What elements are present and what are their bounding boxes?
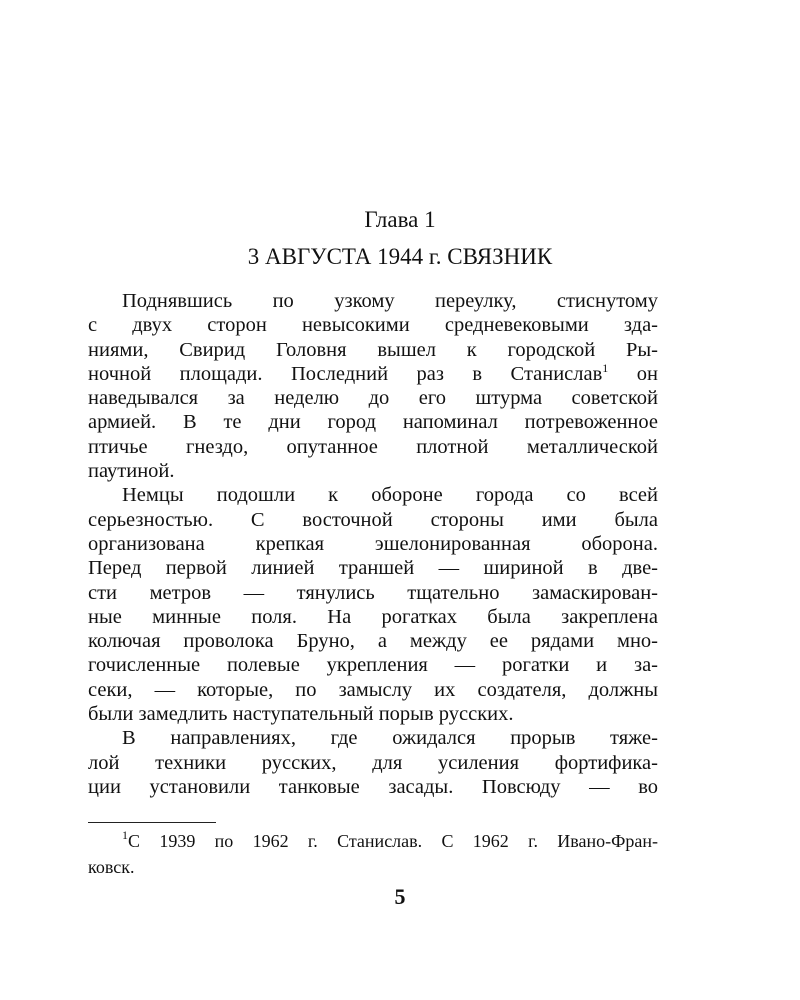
text-line-with-footnote-ref xyxy=(88,362,658,386)
text-line: серьезностью. С восточной стороны ими была xyxy=(88,508,658,531)
line-tail: он xyxy=(608,362,658,385)
text-line: гочисленные полевые укрепления — рогатки и за- xyxy=(88,654,658,677)
footnote-reference: 1 xyxy=(602,360,609,375)
line-text: ночной площади. Последний раз в Станислав xyxy=(88,362,603,385)
footnote-line xyxy=(88,828,658,854)
text-line: сти метров — тянулись тщательно замаскирован- xyxy=(88,581,658,604)
chapter-label: Глава 1 xyxy=(364,207,436,232)
footnote xyxy=(88,828,658,880)
text-line: секи, — которые, по замыслу их создателя, должны xyxy=(88,678,658,701)
footnote-marker: 1 xyxy=(122,828,128,842)
text-line: ные минные поля. На рогатках была закреплена xyxy=(88,605,658,628)
text-line: ниями, Свирид Головня вышел к городской Ры- xyxy=(88,338,658,361)
text-line: лой техники русских, для усиления фортифика- xyxy=(88,751,658,774)
text-line: птичье гнездо, опутанное плотной металлической xyxy=(88,435,658,458)
text-line: наведывался за неделю до его штурма советской xyxy=(88,387,658,410)
chapter-title: 3 АВГУСТА 1944 г. СВЯЗНИК xyxy=(247,244,553,269)
text-line: колючая проволока Бруно, а между ее рядами мно- xyxy=(88,630,658,653)
text-line: ции установили танковые засады. Повсюду — во xyxy=(88,775,658,798)
text-line: паутиной. xyxy=(88,460,175,483)
text-line: с двух сторон невысокими средневековыми зда- xyxy=(88,314,658,337)
text-line: армией. В те дни город напоминал потревоженное xyxy=(88,411,658,434)
page-number: 5 xyxy=(394,884,406,909)
text-line: Поднявшись по узкому переулку, стиснутому xyxy=(122,290,658,312)
text-line: Немцы подошли к обороне города со всей xyxy=(122,484,658,507)
text-line: были замедлить наступательный порыв русских. xyxy=(88,703,514,726)
body-text xyxy=(88,289,658,799)
text-line: В направлениях, где ожидался прорыв тяже- xyxy=(122,727,658,750)
text-line: Перед первой линией траншей — шириной в две- xyxy=(88,557,658,580)
footnote-line: ковск. xyxy=(88,857,135,877)
footnote-text: С 1939 по 1962 г. Станислав. С 1962 г. Ивано-Фран- xyxy=(128,831,658,851)
footnote-divider xyxy=(88,822,216,823)
text-line: организована крепкая эшелонированная оборона. xyxy=(88,532,658,555)
